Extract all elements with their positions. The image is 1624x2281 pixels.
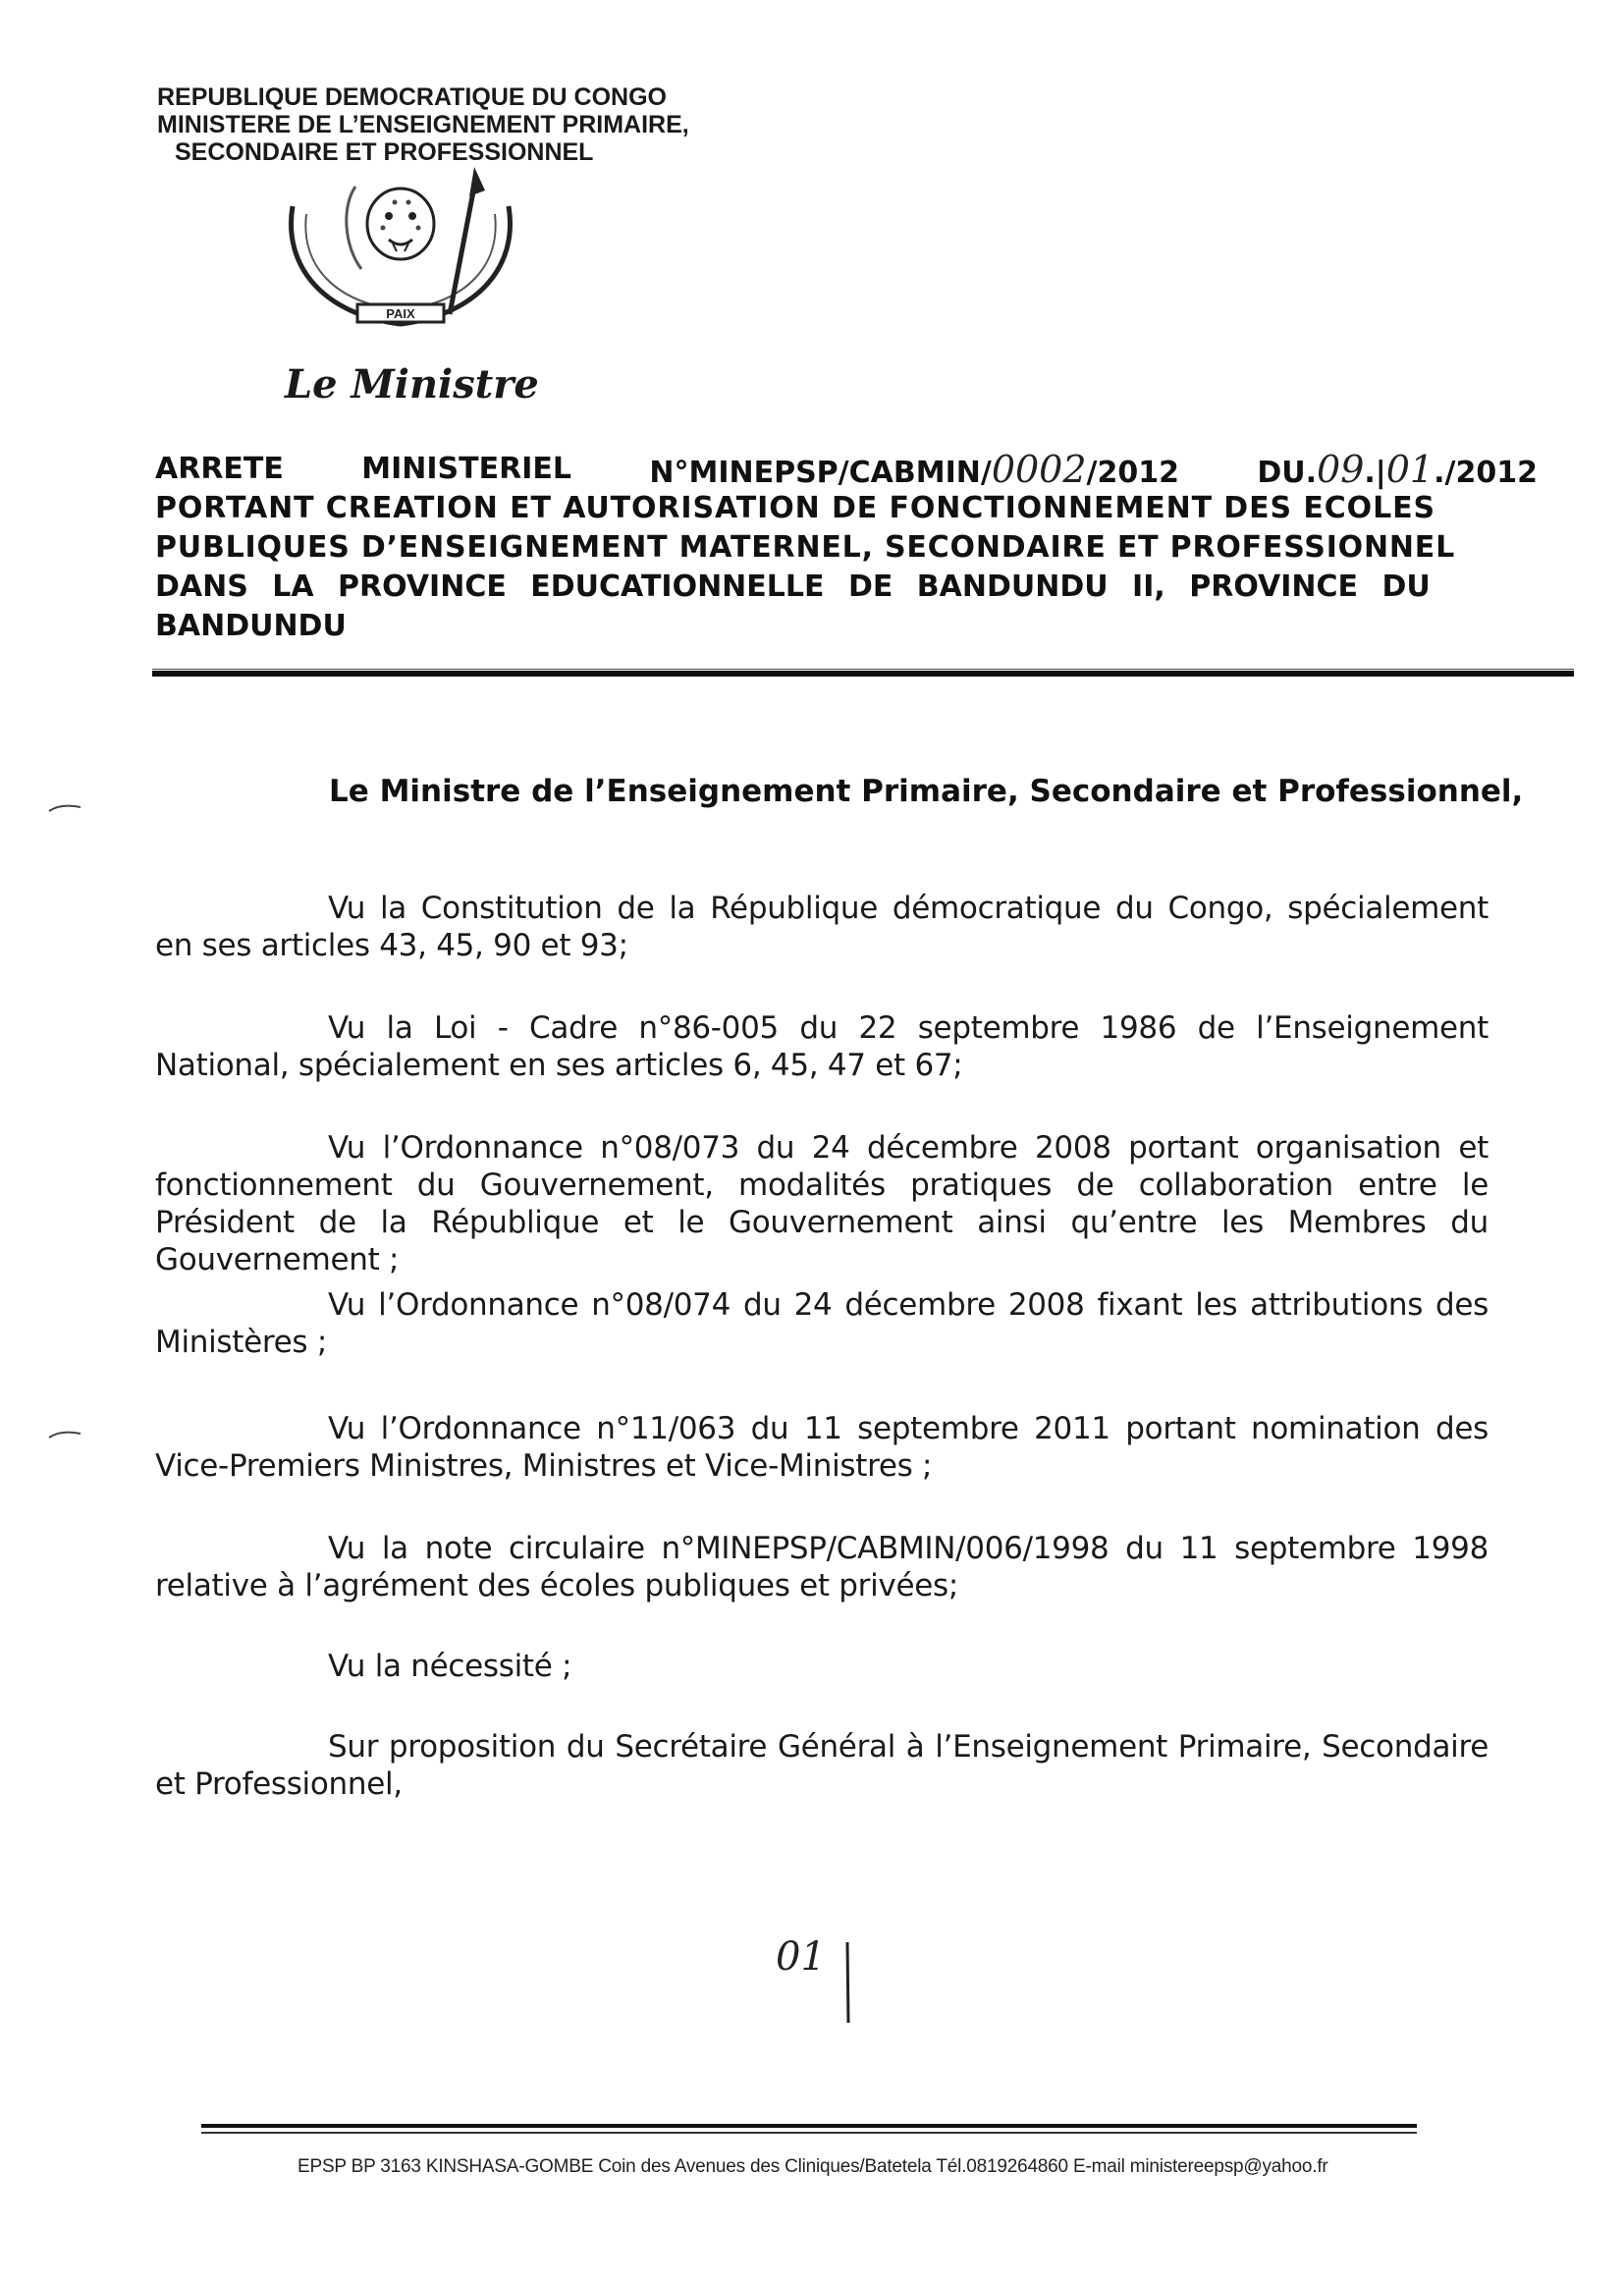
decree-number	[649, 448, 1179, 491]
decree-number-prefix: N°MINEPSP/CABMIN/	[649, 456, 992, 490]
paragraph-ordonnance-08-074: Vu l’Ordonnance n°08/074 du 24 décembre 2008 fixant les attributions des Ministères ;	[155, 1287, 1489, 1360]
title-divider	[152, 671, 1574, 677]
signatory-title: Le Ministre	[285, 361, 539, 407]
paragraph-note-circulaire: Vu la note circulaire n°MINEPSP/CABMIN/006/1998 du 11 septembre 1998 relative à l’agrément des écoles publiques et privées;	[155, 1531, 1489, 1603]
header-country: REPUBLIQUE DEMOCRATIQUE DU CONGO	[157, 83, 667, 111]
page-number	[776, 1934, 826, 1980]
decree-date-suffix: ./2012	[1434, 456, 1538, 490]
header-ministry-line2: SECONDAIRE ET PROFESSIONNEL	[175, 138, 594, 166]
svg-text:PAIX: PAIX	[386, 306, 415, 321]
decree-date-month: 01	[1385, 448, 1435, 491]
page-number-stroke	[844, 1942, 852, 2023]
paragraph-loi-cadre: Vu la Loi - Cadre n°86-005 du 22 septembre 1986 de l’Enseignement National, spécialement en ses articles 6, 45, 47 et 67;	[155, 1010, 1489, 1083]
paragraph-ordonnance-08-073: Vu l’Ordonnance n°08/073 du 24 décembre 2008 portant organisation et fonctionnement du Gouvernement, modalités pratiques de collaboration entre le Président de la République et le Gouvernement ainsi qu’entre les Membres du Gouvernement ;	[155, 1130, 1489, 1277]
decree-word-ministeriel: MINISTERIEL	[361, 452, 571, 486]
decree-date-prefix: DU.	[1257, 456, 1318, 490]
decree-title-line3: PUBLIQUES D’ENSEIGNEMENT MATERNEL, SECONDAIRE ET PROFESSIONNEL	[155, 530, 1455, 565]
margin-mark	[47, 1430, 82, 1439]
paragraph-proposition: Sur proposition du Secrétaire Général à l’Enseignement Primaire, Secondaire et Professionnel,	[155, 1729, 1489, 1802]
header-ministry-line1: MINISTERE DE L’ENSEIGNEMENT PRIMAIRE,	[157, 111, 689, 138]
margin-mark	[47, 803, 82, 813]
decree-number-suffix: /2012	[1086, 456, 1179, 490]
decree-date	[1257, 448, 1538, 491]
decree-title-line4: DANS LA PROVINCE EDUCATIONNELLE DE BANDUNDU II, PROVINCE DU	[155, 570, 1431, 604]
footer-divider	[201, 2124, 1417, 2128]
decree-subject: Le Ministre de l’Enseignement Primaire, Secondaire et Professionnel,	[329, 774, 1524, 809]
decree-title-line2	[155, 491, 1538, 526]
decree-title-line1	[155, 448, 1538, 491]
decree-word-arrete: ARRETE	[155, 452, 284, 486]
decree-date-day: 09	[1317, 448, 1365, 491]
paragraph-constitution: Vu la Constitution de la République démocratique du Congo, spécialement en ses articles 43, 45, 90 et 93;	[155, 891, 1489, 963]
decree-title-text: PORTANT CREATION ET AUTORISATION DE FONCTIONNEMENT DES ECOLES	[155, 491, 1435, 525]
page-number-text: 01	[776, 1934, 826, 1980]
paragraph-ordonnance-11-063: Vu l’Ordonnance n°11/063 du 11 septembre 2011 portant nomination des Vice-Premiers Ministres, Ministres et Vice-Ministres ;	[155, 1411, 1489, 1484]
decree-date-sep: .|	[1364, 456, 1386, 490]
coat-of-arms-emblem	[273, 167, 528, 344]
title-divider-thin	[152, 669, 1574, 670]
footer-divider-thin	[201, 2132, 1417, 2134]
paragraph-necessite: Vu la nécessité ;	[328, 1649, 572, 1684]
decree-number-handwritten: 0002	[991, 448, 1087, 491]
footer-address: EPSP BP 3163 KINSHASA-GOMBE Coin des Avenues des Cliniques/Batetela Tél.0819264860 E-mail ministereepsp@yahoo.fr	[298, 2156, 1328, 2177]
decree-title-line5: BANDUNDU	[155, 609, 347, 643]
